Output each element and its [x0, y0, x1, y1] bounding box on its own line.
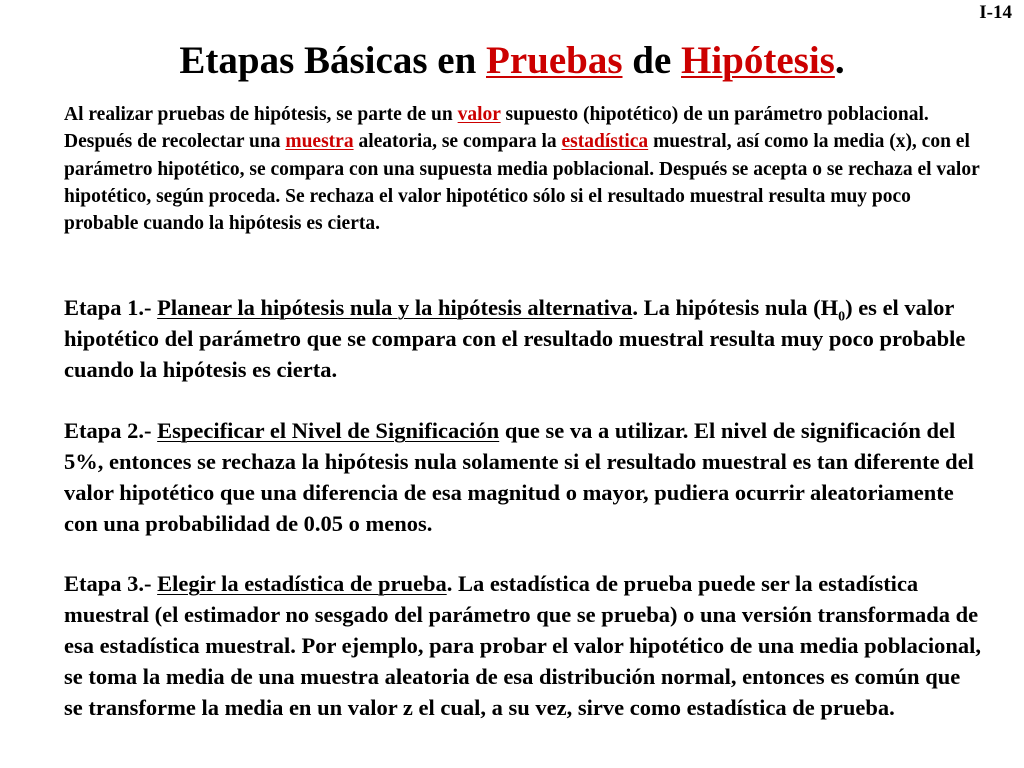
intro-text-4: muestral, así como la media (x), con el parámetro hipotético, se compara con una supuesta media poblacional. Después se acepta o se rechaza el valor hipotético, según proceda. Se rechaza el valor hipotético sólo si el resultado muestral resulta muy poco probable cuando la hipótesis es cierta.: [64, 131, 980, 235]
intro-link-valor[interactable]: valor: [457, 104, 501, 125]
title-text-1: Etapas Básicas en: [179, 39, 487, 82]
step-2-heading: Especificar el Nivel de Significación: [157, 418, 500, 443]
step-1-text-b: ) es el valor hipotético del parámetro que se compara con el resultado muestral resulta muy poco probable cuando la hipótesis es cierta.: [64, 295, 966, 382]
step-3-heading: Elegir la estadística de prueba: [157, 571, 447, 596]
intro-link-muestra[interactable]: muestra: [285, 131, 354, 153]
slide-title: [0, 38, 1024, 84]
intro-link-estadistica[interactable]: estadística: [561, 131, 649, 153]
intro-paragraph: [64, 101, 982, 237]
title-text-3: .: [834, 39, 845, 82]
intro-text-3: aleatoria, se compara la: [353, 131, 562, 153]
step-2-text: que se va a utilizar. El nivel de significación del 5%, entonces se rechaza la hipótesis nula solamente si el resultado muestral es tan diferente del valor hipotético que una diferencia de esa magnitud o mayor, pudiera ocurrir aleatoriamente con una probabilidad de 0.05 o menos.: [64, 418, 974, 536]
step-1-subscript: 0: [838, 309, 846, 325]
step-3-label: Etapa 3.-: [64, 571, 158, 596]
slide-number: I-14: [979, 2, 1012, 23]
step-2-label: Etapa 2.-: [64, 418, 158, 443]
step-1-label: Etapa 1.-: [64, 295, 158, 320]
step-1-heading: Planear la hipótesis nula y la hipótesis alternativa: [157, 295, 633, 320]
title-link-pruebas[interactable]: Pruebas: [486, 39, 623, 82]
step-3-text: . La estadística de prueba puede ser la estadística muestral (el estimador no sesgado del parámetro que se prueba) o una versión transformada de esa estadística muestral. Por ejemplo, para probar el valor hipotético de una media poblacional, se toma la media de una muestra aleatoria de esa distribución normal, entonces es común que se transforme la media en un valor z el cual, a su vez, sirve como estadística de prueba.: [64, 571, 982, 720]
step-1-paragraph: [64, 292, 984, 385]
intro-text-2: supuesto (hipotético) de un parámetro poblacional. Después de recolectar una: [64, 104, 929, 153]
title-text-2: de: [622, 39, 682, 82]
step-1-text-a: . La hipótesis nula (H: [632, 295, 839, 320]
step-2-paragraph: [64, 415, 984, 539]
title-link-hipotesis[interactable]: Hipótesis: [681, 39, 835, 82]
step-3-paragraph: [64, 568, 984, 723]
intro-text-1: Al realizar pruebas de hipótesis, se parte de un: [64, 104, 458, 125]
